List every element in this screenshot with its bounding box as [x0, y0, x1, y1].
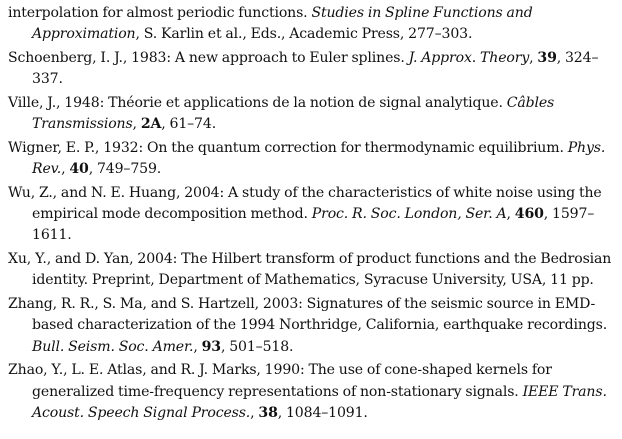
- reference-volume: 2A: [140, 116, 162, 133]
- reference-separator: ,: [250, 404, 259, 421]
- reference-tail: , 749–759.: [88, 161, 162, 178]
- reference-text: Wigner, E. P., 1932: On the quantum correction for thermodynamic equilibrium.: [8, 140, 568, 156]
- reference-journal: IEEE Trans. Acoust. Speech Signal Process.: [32, 383, 607, 421]
- reference-tail: , 61–74.: [161, 116, 217, 133]
- reference-text: interpolation for almost periodic functions.: [8, 5, 312, 21]
- reference-separator: ,: [61, 161, 70, 178]
- reference-tail: , 324–337.: [32, 50, 599, 88]
- reference-journal: Phys. Rev.: [32, 140, 606, 178]
- reference-separator: ,: [506, 206, 515, 223]
- reference-text: Xu, Y., and D. Yan, 2004: The Hilbert transform of product functions and the Bedrosian identity. Preprint, Department of Mathematics, Syracuse University, USA, 11 pp.: [8, 251, 612, 289]
- reference-entry-ville: [8, 93, 616, 135]
- reference-entry-wu-huang: [8, 183, 616, 247]
- reference-entry-zhao: [8, 360, 616, 424]
- reference-text: Ville, J., 1948: Théorie et applications de la notion de signal analytique.: [8, 95, 507, 111]
- reference-entry-wigner: [8, 138, 616, 180]
- reference-volume: 40: [69, 161, 89, 178]
- reference-journal: Proc. R. Soc. London, Ser. A: [311, 206, 507, 223]
- reference-journal: Bull. Seism. Soc. Amer.: [32, 338, 194, 355]
- reference-entry-zhang: [8, 294, 616, 358]
- reference-separator: ,: [132, 116, 141, 133]
- reference-journal: Studies in Spline Functions and Approximation: [32, 5, 533, 43]
- reference-separator: ,: [193, 338, 202, 355]
- reference-volume: 93: [201, 338, 221, 355]
- reference-journal: J. Approx. Theory: [408, 50, 530, 66]
- reference-entry-schoenberg: [8, 48, 616, 90]
- reference-list: [8, 3, 616, 427]
- reference-entry-xu-yan: [8, 249, 616, 291]
- reference-volume: 38: [258, 404, 278, 421]
- reference-text: Schoenberg, I. J., 1983: A new approach to Euler splines.: [8, 50, 409, 66]
- reference-tail: , 1597–1611.: [32, 206, 595, 244]
- reference-tail: , S. Karlin et al., Eds., Academic Press, 277–303.: [135, 26, 473, 43]
- reference-tail: , 501–518.: [220, 338, 294, 355]
- reference-text: Wu, Z., and N. E. Huang, 2004: A study of the characteristics of white noise using the empirical mode decomposition method.: [8, 185, 602, 223]
- reference-tail: , 1084–1091.: [277, 404, 368, 421]
- reference-text: Zhao, Y., L. E. Atlas, and R. J. Marks, 1990: The use of cone-shaped kernels for generalized time-frequency representations of non-stationary signals.: [8, 362, 552, 400]
- reference-journal: Câbles Transmissions: [32, 95, 555, 133]
- reference-volume: 39: [537, 50, 557, 66]
- reference-volume: 460: [514, 206, 544, 223]
- reference-separator: ,: [529, 50, 538, 66]
- reference-text: Zhang, R. R., S. Ma, and S. Hartzell, 2003: Signatures of the seismic source in EMD-based characterization of the 1994 Northridge, California, earthquake recordings.: [8, 296, 608, 334]
- reference-entry-karlin-continuation: [8, 3, 616, 45]
